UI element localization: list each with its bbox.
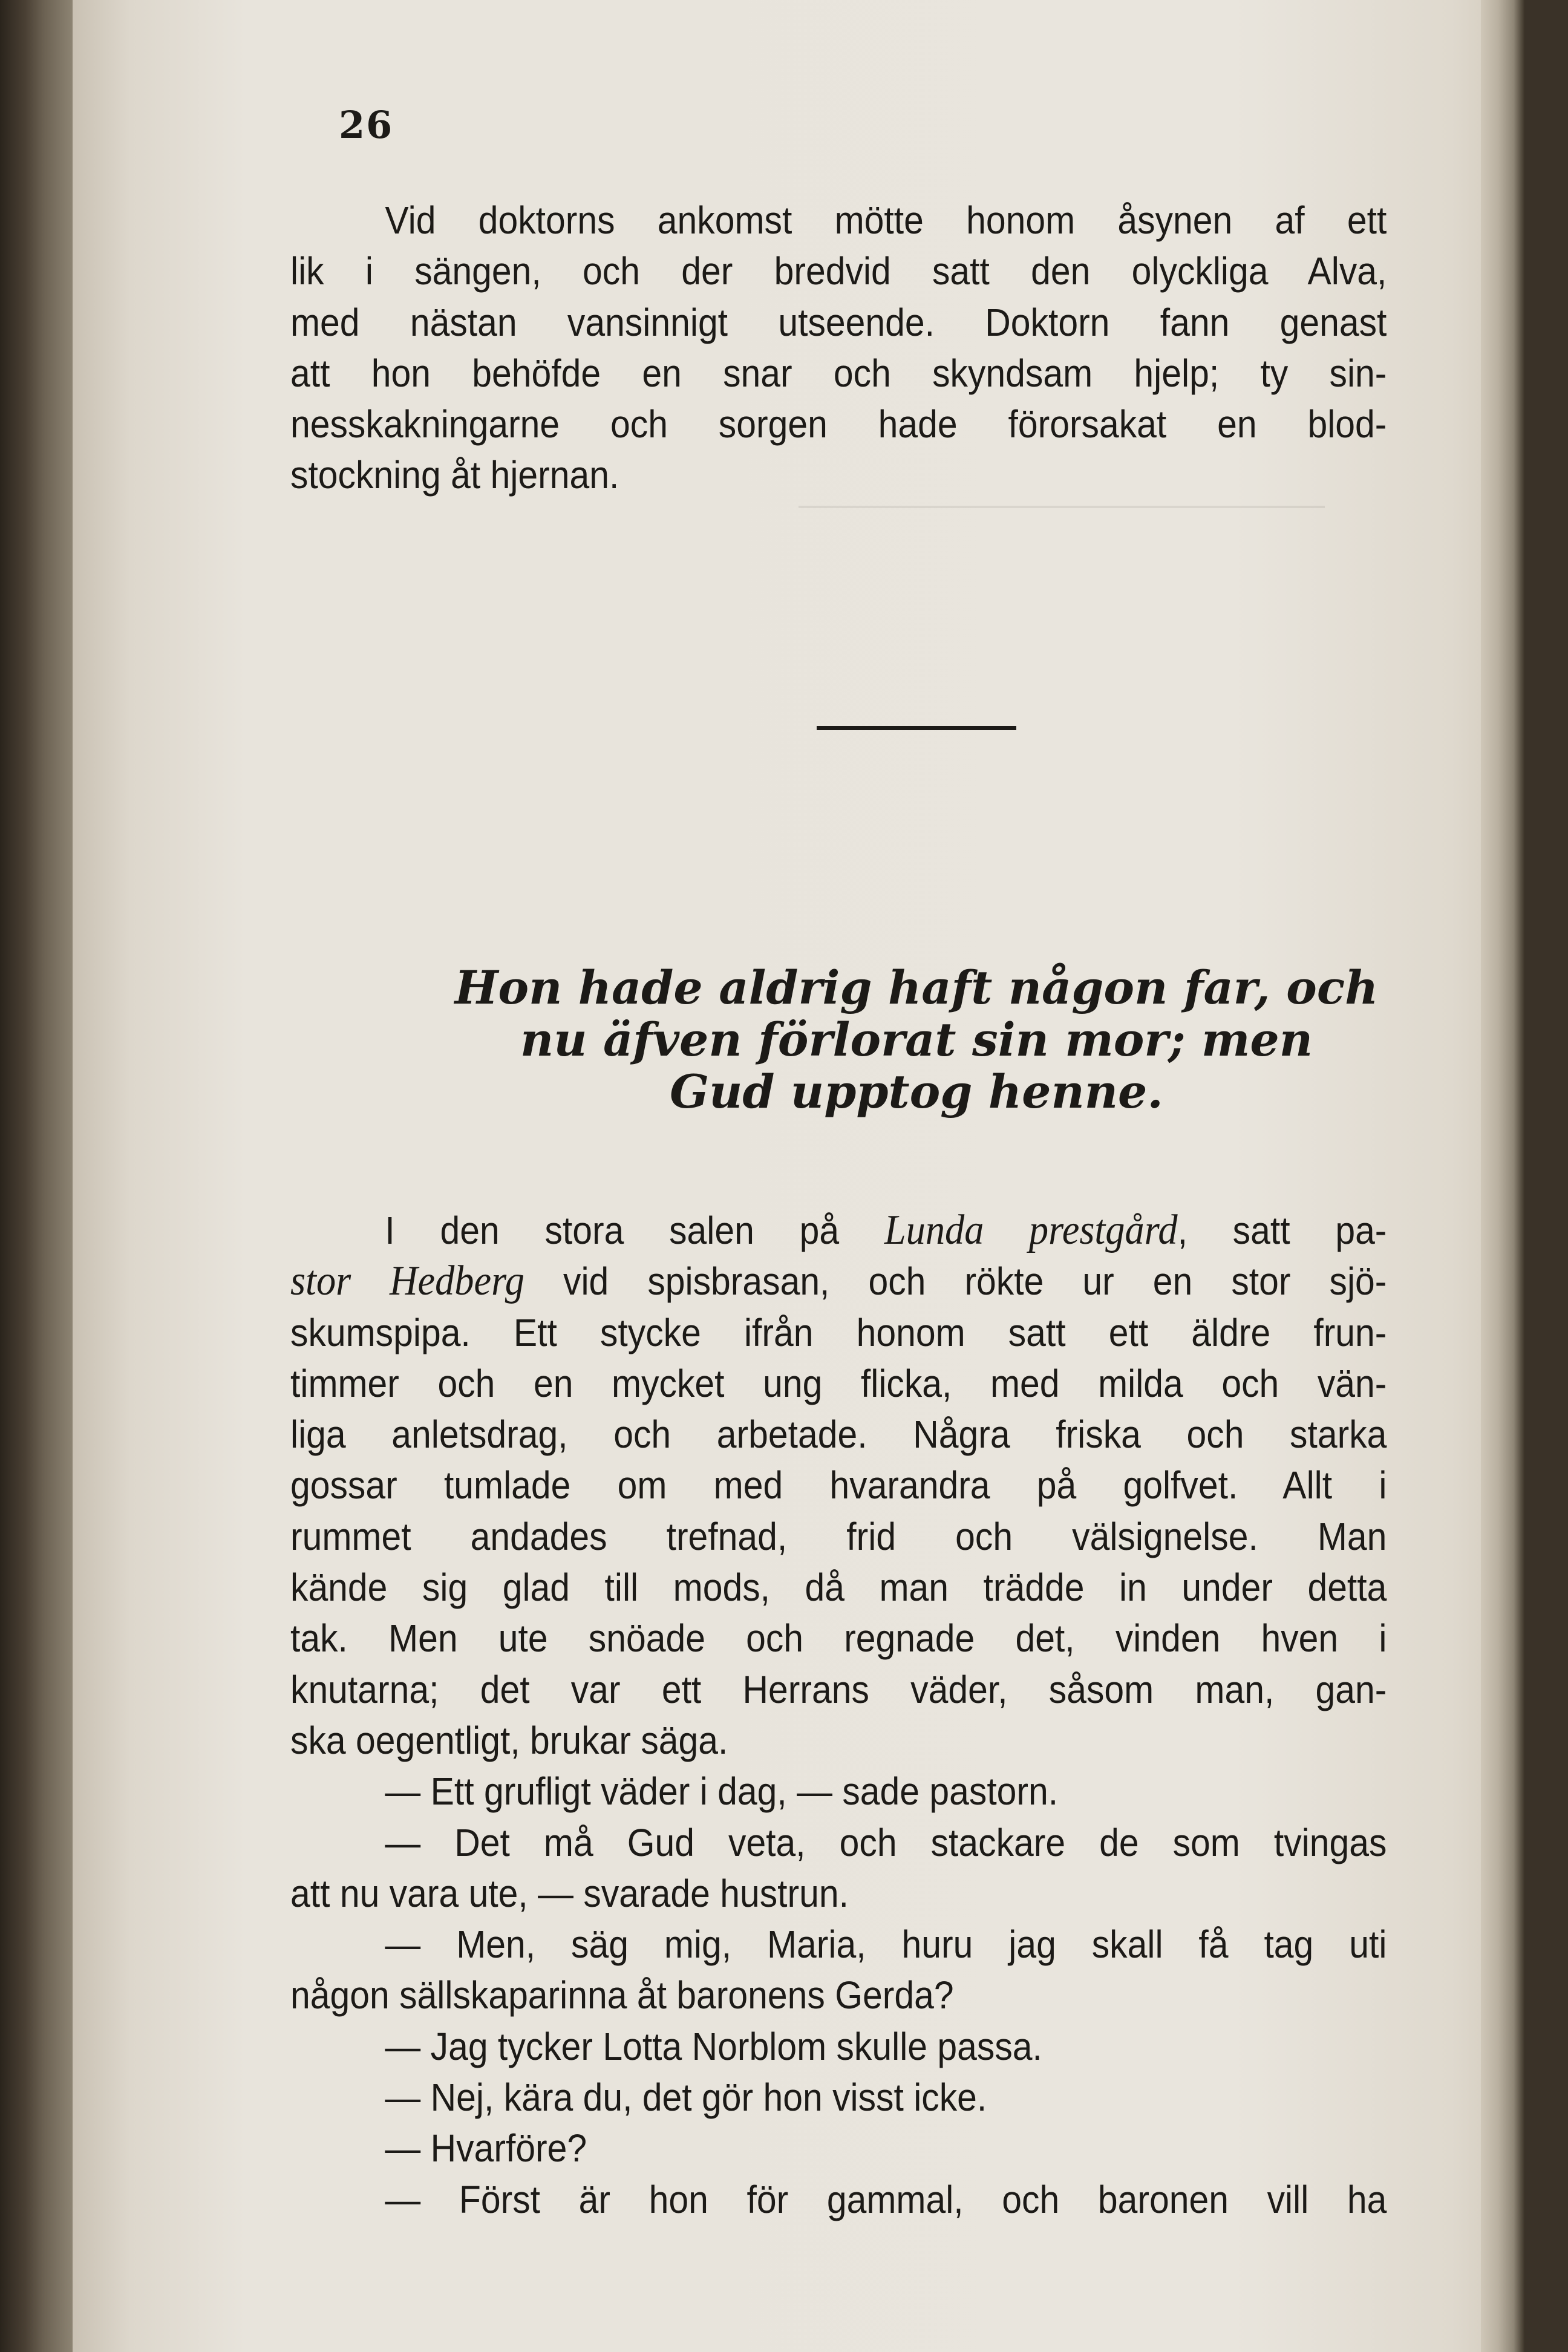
text-line: liga anletsdrag, och arbetade. Några friska och starka [290, 1413, 1387, 1457]
text-line: rummet andades trefnad, frid och välsignelse. Man [290, 1514, 1387, 1558]
text-span: vid spisbrasan, och rökte ur en stor sjö- [524, 1259, 1387, 1304]
dialogue-line: att nu vara ute, — svarade hustrun. [290, 1871, 849, 1915]
heading-line: nu äfven förlorat sin mor; men [520, 1013, 1313, 1067]
dialogue-line: någon sällskaparinna åt baronens Gerda? [290, 1973, 954, 2017]
book-binding [0, 0, 73, 2352]
page-edge [1481, 0, 1524, 2352]
text-line: Vid doktorns ankomst mötte honom åsynen af ett [385, 198, 1387, 242]
show-through-text: ——————————————— [799, 485, 1325, 524]
section-heading [333, 962, 1500, 1118]
text-line [290, 1256, 1387, 1307]
dialogue-line: — Jag tycker Lotta Norblom skulle passa. [385, 2024, 1042, 2068]
place-name: Lunda prestgård [884, 1207, 1178, 1253]
book-page [73, 0, 1524, 2352]
person-name: stor Hedberg [290, 1258, 524, 1305]
text-line: nesskakningarne och sorgen hade förorsakat en blod- [290, 402, 1387, 446]
text-line: ska oegentligt, brukar säga. [290, 1718, 728, 1762]
dialogue-line: — Ett grufligt väder i dag, — sade pastorn. [385, 1769, 1059, 1814]
dialogue-line: — Men, säg mig, Maria, huru jag skall få tag uti [385, 1922, 1387, 1967]
dialogue-line: — Först är hon för gammal, och baronen vill ha [385, 2177, 1387, 2221]
paragraph-1 [290, 195, 1387, 501]
text-line: stockning åt hjernan. [290, 453, 619, 497]
dialogue-line: — Nej, kära du, det gör hon visst icke. [385, 2076, 987, 2120]
text-line: lik i sängen, och der bredvid satt den olyckliga Alva, [290, 249, 1387, 293]
dialogue-line: — Hvarföre? [385, 2126, 587, 2171]
text-line: tak. Men ute snöade och regnade det, vinden hven i [290, 1616, 1387, 1661]
text-line: skumspipa. Ett stycke ifrån honom satt ett äldre frun- [290, 1310, 1387, 1354]
text-line: kände sig glad till mods, då man trädde in under detta [290, 1566, 1387, 1610]
heading-line: Gud upptog henne. [670, 1065, 1163, 1119]
text-line: gossar tumlade om med hvarandra på golfvet. Allt i [290, 1463, 1387, 1508]
text-span: I den stora salen på [385, 1209, 884, 1252]
page-number: 26 [339, 103, 394, 147]
text-line: knutarna; det var ett Herrans väder, såsom man, gan- [290, 1667, 1387, 1711]
dialogue-line: — Det må Gud veta, och stackare de som tvingas [385, 1820, 1387, 1864]
heading-line: Hon hade aldrig haft någon far, och [454, 961, 1379, 1014]
text-span: , satt pa- [1177, 1209, 1387, 1252]
text-line: timmer och en mycket ung flicka, med milda och vän- [290, 1361, 1387, 1405]
text-line: att hon behöfde en snar och skyndsam hjelp; ty sin- [290, 351, 1387, 395]
section-divider [817, 726, 1016, 730]
text-line: med nästan vansinnigt utseende. Doktorn fann genast [290, 300, 1387, 344]
text-line [290, 1205, 1387, 1256]
paragraph-2 [290, 1205, 1387, 2225]
